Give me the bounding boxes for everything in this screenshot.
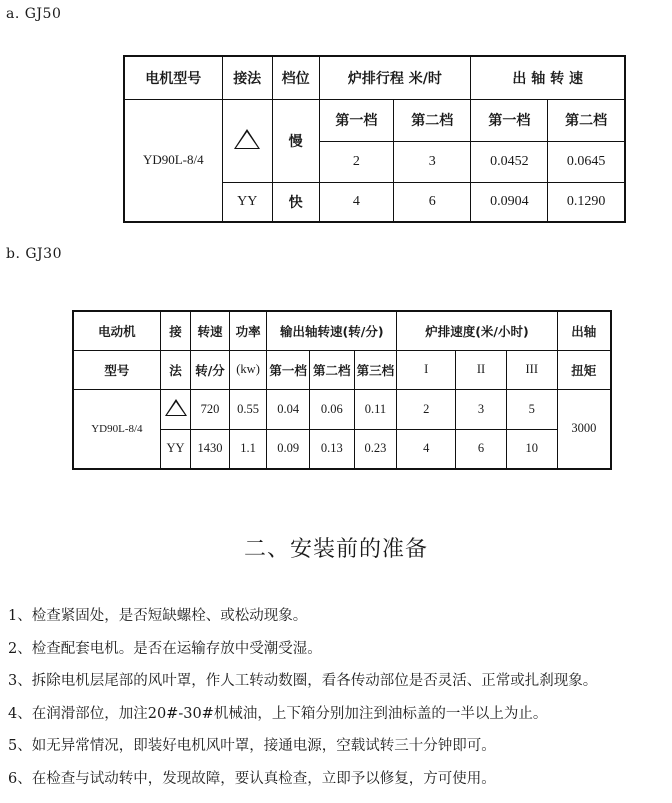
speed-fast-1: 0.0904: [471, 182, 548, 222]
header-motor-2: 型号: [73, 350, 160, 389]
gj50-spec-table: [123, 55, 626, 223]
header-rpm-1: 转速: [191, 311, 230, 350]
list-item: 1、检查紧固处，是否短缺螺栓、或松动现象。: [8, 608, 308, 624]
grate-high-3: 10: [506, 429, 557, 469]
header-gear-I: I: [397, 350, 456, 389]
section-title: 二、安装前的准备: [243, 537, 428, 562]
motor-model-cell: YD90L-8/4: [73, 389, 160, 469]
header-gear-II: II: [456, 350, 507, 389]
header-gear: 档位: [272, 56, 319, 99]
delta-connection-cell: [160, 389, 190, 429]
delta-triangle-icon: [234, 129, 260, 149]
header-grate-travel: 炉排行程 米/时: [319, 56, 471, 99]
header-torque-2: 扭矩: [557, 350, 611, 389]
header-conn-2: 法: [160, 350, 190, 389]
rpm-high: 1430: [191, 429, 230, 469]
section-b-label: b. GJ30: [6, 246, 62, 262]
preparation-steps: [8, 600, 597, 795]
header-motor-1: 电动机: [73, 311, 160, 350]
grate-low-1: 2: [397, 389, 456, 429]
rpm-low: 720: [191, 389, 230, 429]
yy-connection-cell: YY: [222, 182, 272, 222]
delta-connection-cell: [222, 99, 272, 182]
header-second-gear: 第二档: [309, 350, 354, 389]
gear-fast-cell: 快: [272, 182, 319, 222]
travel-second-gear-header: 第二档: [394, 99, 471, 141]
motor-model-cell: YD90L-8/4: [124, 99, 222, 222]
section-a-label: a. GJ50: [6, 6, 62, 22]
torque-cell: 3000: [557, 389, 611, 469]
speed-fast-2: 0.1290: [548, 182, 625, 222]
power-low: 0.55: [229, 389, 267, 429]
header-power-1: 功率: [229, 311, 267, 350]
yy-connection-cell: YY: [160, 429, 190, 469]
gear-slow-cell: 慢: [272, 99, 319, 182]
header-gear-III: III: [506, 350, 557, 389]
travel-slow-2: 3: [394, 141, 471, 182]
output-high-2: 0.13: [309, 429, 354, 469]
speed-first-gear-header: 第一档: [471, 99, 548, 141]
header-motor-model: 电机型号: [124, 56, 222, 99]
speed-second-gear-header: 第二档: [548, 99, 625, 141]
speed-slow-1: 0.0452: [471, 141, 548, 182]
header-output-speed: 输出轴转速(转/分): [267, 311, 397, 350]
list-item: 5、如无异常情况，即装好电机风叶罩，接通电源，空载试转三十分钟即可。: [8, 738, 496, 754]
header-first-gear: 第一档: [267, 350, 310, 389]
header-connection: 接法: [222, 56, 272, 99]
header-grate-speed: 炉排速度(米/小时): [397, 311, 557, 350]
gj30-spec-table: [72, 310, 612, 470]
list-item: 2、检查配套电机。是否在运输存放中受潮受湿。: [8, 640, 322, 657]
output-low-3: 0.11: [354, 389, 397, 429]
header-rpm-2: 转/分: [191, 350, 230, 389]
list-item: 4、在润滑部位，加注20#-30#机械油，上下箱分别加注到油标盖的一半以上为止。: [8, 705, 548, 722]
grate-low-2: 3: [456, 389, 507, 429]
header-power-2: (kw): [229, 350, 267, 389]
grate-low-3: 5: [506, 389, 557, 429]
output-low-2: 0.06: [309, 389, 354, 429]
travel-first-gear-header: 第一档: [319, 99, 394, 141]
speed-slow-2: 0.0645: [548, 141, 625, 182]
header-output-speed: 出 轴 转 速: [471, 56, 625, 99]
power-high: 1.1: [229, 429, 267, 469]
list-item: 3、拆除电机层尾部的风叶罩，作人工转动数圈，看各传动部位是否灵活、正常或扎刹现象。: [8, 673, 598, 689]
header-torque-1: 出轴: [557, 311, 611, 350]
header-third-gear: 第三档: [354, 350, 397, 389]
output-low-1: 0.04: [267, 389, 310, 429]
travel-fast-2: 6: [394, 182, 471, 222]
grate-high-2: 6: [456, 429, 507, 469]
travel-fast-1: 4: [319, 182, 394, 222]
list-item: 6、在检查与试动转中，发现故障，要认真检查，立即予以修复，方可使用。: [8, 770, 496, 787]
delta-triangle-icon: [165, 399, 187, 416]
output-high-1: 0.09: [267, 429, 310, 469]
travel-slow-1: 2: [319, 141, 394, 182]
output-high-3: 0.23: [354, 429, 397, 469]
grate-high-1: 4: [397, 429, 456, 469]
header-conn-1: 接: [160, 311, 190, 350]
